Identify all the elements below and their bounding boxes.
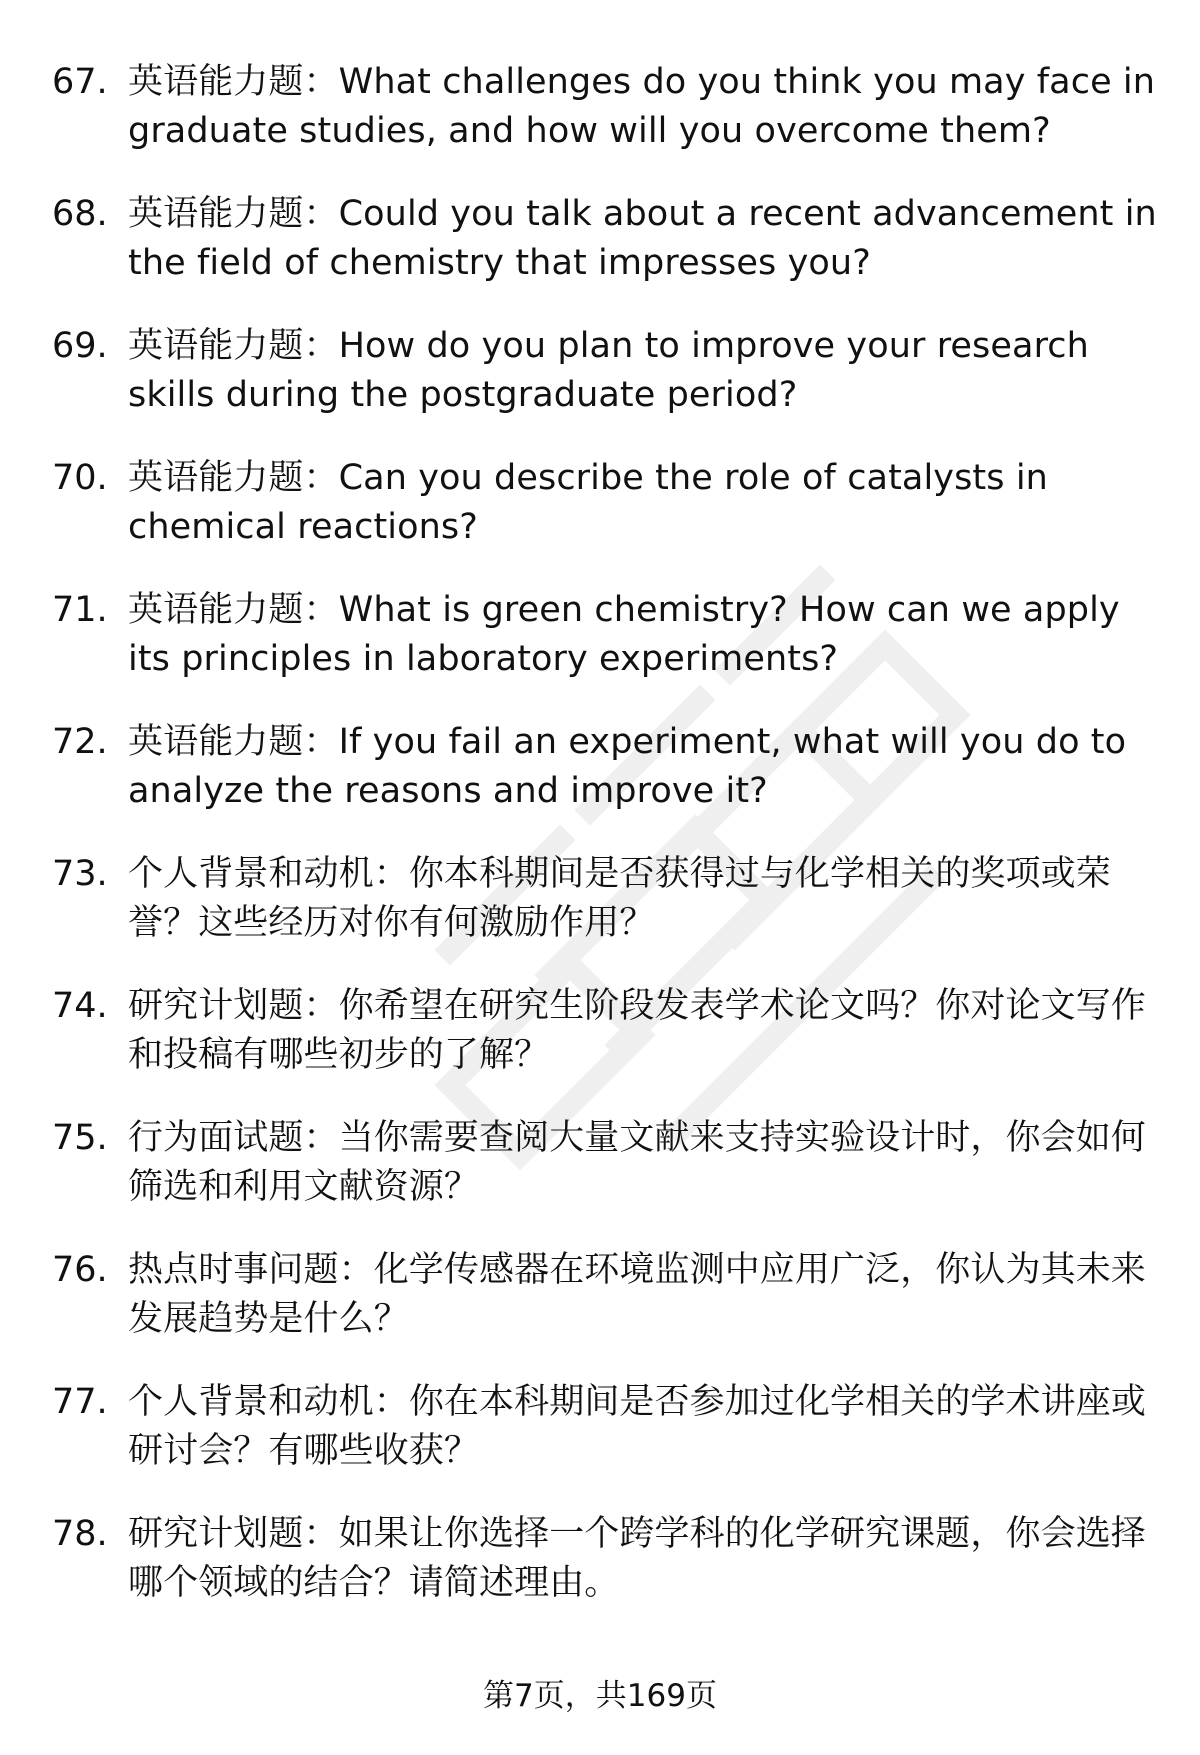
question-text xyxy=(128,454,1158,552)
question-item xyxy=(52,1510,1162,1642)
question-body: 你本科期间是否获得过与化学相关的奖项或荣誉？这些经历对你有何激励作用？ xyxy=(128,854,1111,943)
question-text xyxy=(128,58,1158,156)
question-category: 英语能力题： xyxy=(128,722,339,762)
question-body: Could you talk about a recent advancement in the field of chemistry that impresses you? xyxy=(128,194,1157,283)
question-category: 个人背景和动机： xyxy=(128,854,409,894)
question-body: What challenges do you think you may face in graduate studies, and how will you overcome them? xyxy=(128,62,1156,151)
question-number: 76. xyxy=(52,1250,108,1290)
question-body: 你在本科期间是否参加过化学相关的学术讲座或研讨会？有哪些收获？ xyxy=(128,1382,1146,1471)
question-number: 70. xyxy=(52,458,108,498)
question-text xyxy=(128,1114,1158,1212)
question-body: 你希望在研究生阶段发表学术论文吗？你对论文写作和投稿有哪些初步的了解？ xyxy=(128,986,1146,1075)
question-text xyxy=(128,718,1158,816)
question-text xyxy=(128,982,1158,1080)
question-item xyxy=(52,586,1162,718)
question-body: If you fail an experiment, what will you do to analyze the reasons and improve it? xyxy=(128,722,1127,811)
question-item xyxy=(52,454,1162,586)
question-category: 研究计划题： xyxy=(128,1514,339,1554)
question-number: 74. xyxy=(52,986,108,1026)
question-body: Can you describe the role of catalysts in chemical reactions? xyxy=(128,458,1048,547)
question-number: 69. xyxy=(52,326,108,366)
question-number: 71. xyxy=(52,590,108,630)
question-text xyxy=(128,1378,1158,1476)
question-item xyxy=(52,190,1162,322)
question-category: 英语能力题： xyxy=(128,590,339,630)
question-text xyxy=(128,586,1158,684)
question-category: 热点时事问题： xyxy=(128,1250,374,1290)
question-item xyxy=(52,982,1162,1114)
question-text xyxy=(128,322,1158,420)
question-category: 英语能力题： xyxy=(128,194,339,234)
question-text xyxy=(128,850,1158,948)
question-number: 77. xyxy=(52,1382,108,1422)
question-category: 个人背景和动机： xyxy=(128,1382,409,1422)
question-number: 73. xyxy=(52,854,108,894)
question-body: How do you plan to improve your research skills during the postgraduate period? xyxy=(128,326,1089,415)
question-item xyxy=(52,850,1162,982)
question-text xyxy=(128,1510,1158,1608)
question-number: 72. xyxy=(52,722,108,762)
question-item xyxy=(52,1114,1162,1246)
question-body: 化学传感器在环境监测中应用广泛，你认为其未来发展趋势是什么？ xyxy=(128,1250,1146,1339)
question-number: 67. xyxy=(52,62,108,102)
question-text xyxy=(128,1246,1158,1344)
question-category: 研究计划题： xyxy=(128,986,339,1026)
question-category: 行为面试题： xyxy=(128,1118,339,1158)
question-body: What is green chemistry? How can we apply its principles in laboratory experiments? xyxy=(128,590,1120,679)
question-number: 68. xyxy=(52,194,108,234)
question-list xyxy=(52,58,1162,1642)
page-footer: 第7页，共169页 xyxy=(483,1678,717,1714)
question-body: 当你需要查阅大量文献来支持实验设计时，你会如何筛选和利用文献资源？ xyxy=(128,1118,1146,1207)
question-item xyxy=(52,58,1162,190)
question-text xyxy=(128,190,1158,288)
question-item xyxy=(52,718,1162,850)
question-item xyxy=(52,1246,1162,1378)
question-item xyxy=(52,1378,1162,1510)
question-number: 75. xyxy=(52,1118,108,1158)
question-number: 78. xyxy=(52,1514,108,1554)
question-category: 英语能力题： xyxy=(128,326,339,366)
question-category: 英语能力题： xyxy=(128,458,339,498)
question-item xyxy=(52,322,1162,454)
question-body: 如果让你选择一个跨学科的化学研究课题，你会选择哪个领域的结合？请简述理由。 xyxy=(128,1514,1146,1603)
question-category: 英语能力题： xyxy=(128,62,339,102)
